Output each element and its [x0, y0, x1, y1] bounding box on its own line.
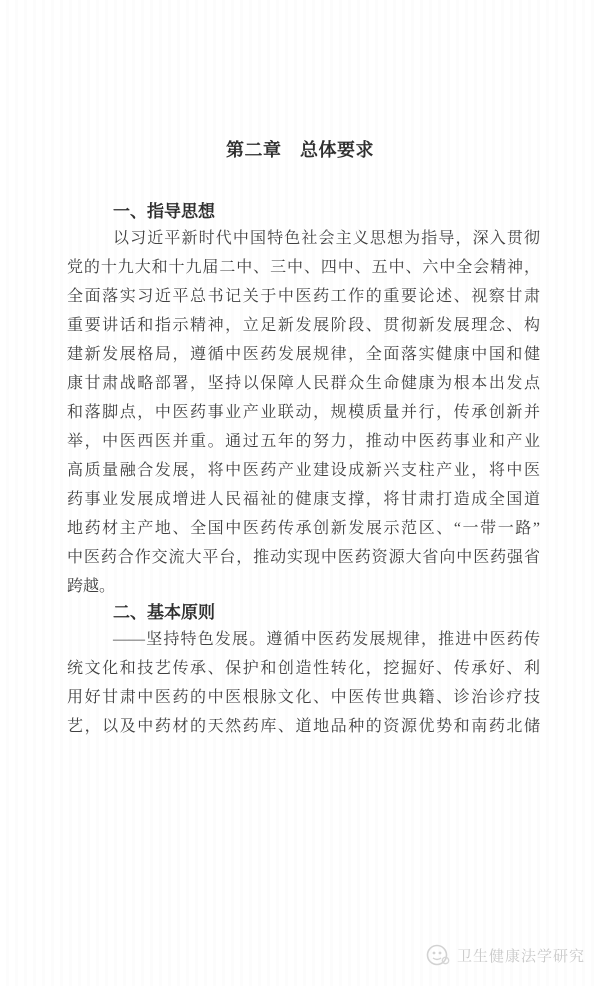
section-heading: 二、基本原则: [113, 603, 215, 622]
text-line: 地药材主产地、全国中医药传承创新发展示范区、“一带一路”: [67, 520, 540, 537]
text-line: 艺，以及中药材的天然药库、道地品种的资源优势和南药北储: [67, 718, 540, 735]
chapter-title: 第二章 总体要求: [226, 140, 374, 160]
section-heading: 一、指导思想: [113, 202, 215, 221]
text-line: 以习近平新时代中国特色社会主义思想为指导，深入贯彻: [113, 230, 540, 247]
text-line: 全面落实习近平总书记关于中医药工作的重要论述、视察甘肃: [67, 288, 540, 305]
document-body: [67, 200, 540, 741]
text-line: 药事业发展成增进人民福祉的健康支撑，将甘肃打造成全国道: [67, 491, 540, 508]
text-line: ——坚持特色发展。遵循中医药发展规律，推进中医药传: [113, 631, 540, 648]
text-line: 康甘肃战略部署，坚持以保障人民群众生命健康为根本出发点: [67, 375, 540, 392]
watermark-text: 卫生健康法学研究: [456, 947, 585, 965]
text-line: 重要讲话和指示精神，立足新发展阶段、贯彻新发展理念、构: [67, 317, 540, 334]
text-line: 高质量融合发展，将中医药产业建设成新兴支柱产业，将中医: [67, 462, 540, 479]
text-line: 用好甘肃中医药的中医根脉文化、中医传世典籍、诊治诊疗技: [67, 689, 540, 706]
scanned-document-page: [0, 137, 600, 986]
text-line: 跨越。: [67, 578, 116, 595]
text-line: 中医药合作交流大平台，推动实现中医药资源大省向中医药强省: [67, 549, 540, 566]
text-line: 举，中医西医并重。通过五年的努力，推动中医药事业和产业: [67, 433, 540, 450]
text-line: 党的十九大和十九届二中、三中、四中、五中、六中全会精神，: [67, 259, 540, 276]
watermark: [425, 941, 585, 969]
wechat-logo-icon: [425, 942, 451, 968]
text-line: 和落脚点，中医药事业产业联动，规模质量并行，传承创新并: [67, 404, 540, 421]
text-line: 建新发展格局，遵循中医药发展规律，全面落实健康中国和健: [67, 346, 540, 363]
text-line: 统文化和技艺传承、保护和创造性转化，挖掘好、传承好、利: [67, 660, 540, 677]
